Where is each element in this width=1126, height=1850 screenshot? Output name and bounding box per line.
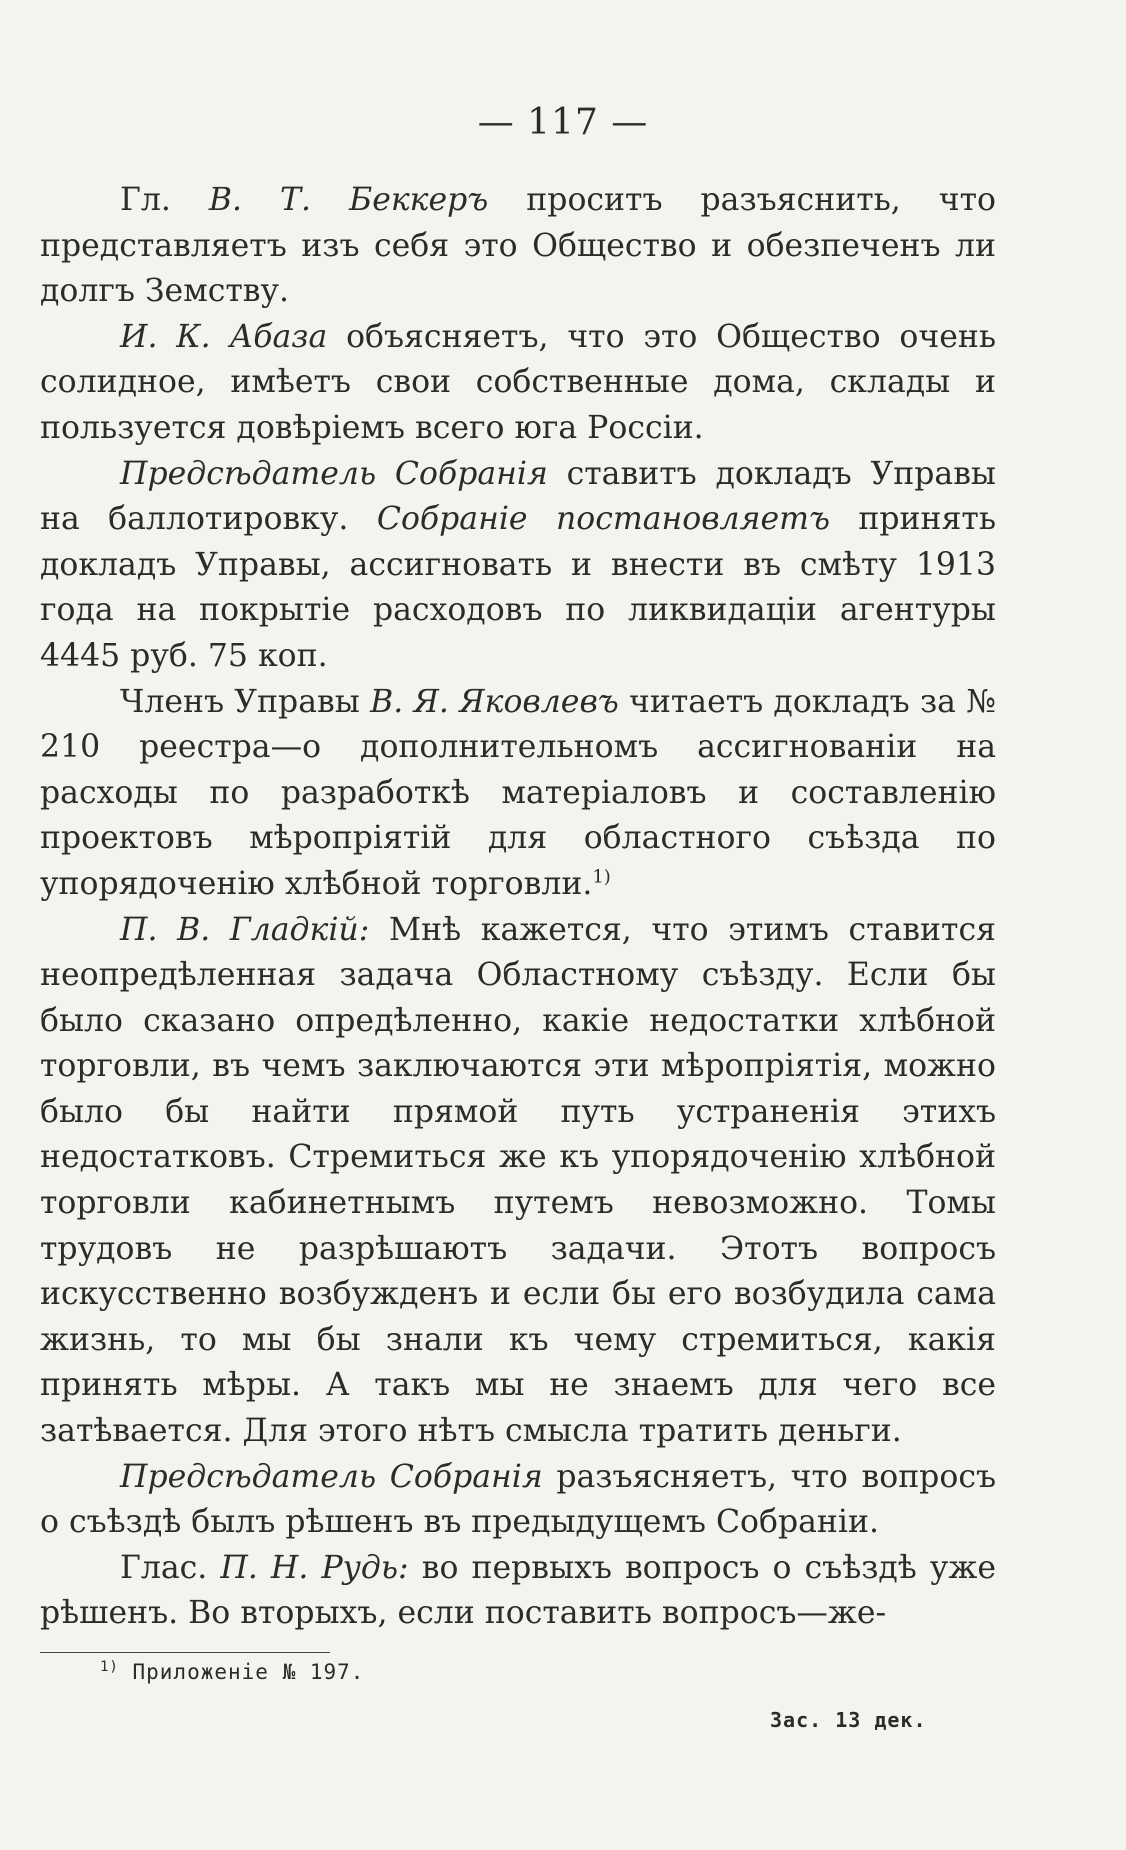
paragraph-prefix: Членъ Управы <box>120 683 371 720</box>
paragraph <box>40 1546 996 1637</box>
footnote-reference: 1) <box>592 866 611 888</box>
page-number: — 117 — <box>477 102 649 143</box>
speaker-name: В. Я. Яковлевъ <box>370 683 619 720</box>
footnote <box>100 1660 364 1684</box>
footnote-text: Приложеніе № 197. <box>118 1660 365 1684</box>
speaker-name: Предсѣдатель Собранія <box>120 1458 543 1495</box>
document-body <box>40 178 996 1637</box>
speaker-name: Предсѣдатель Собранія <box>120 455 548 492</box>
paragraph-prefix: Глас. <box>120 1549 221 1586</box>
paragraph-text: объясняетъ, что это Общество очень солидное, имѣетъ свои собственные дома, склады и пользуется довѣріемъ всего юга Россіи. <box>40 318 996 446</box>
paragraph-prefix: Гл. <box>120 182 209 218</box>
paragraph-text-continued: принять докладъ Управы, ассигновать и внести въ смѣту 1913 года на покрытіе расходовъ по ликвидаціи агентуры 4445 руб. 75 коп. <box>40 501 996 674</box>
footnote-divider <box>40 1652 330 1653</box>
paragraph <box>40 908 996 1455</box>
paragraph <box>40 315 996 452</box>
speaker-name: И. К. Абаза <box>120 318 328 355</box>
paragraph-text: разъясняетъ, что вопросъ о съѣздѣ былъ рѣшенъ въ предыдущемъ Собраніи. <box>40 1458 996 1541</box>
paragraph <box>40 1455 996 1546</box>
paragraph <box>40 680 996 908</box>
speaker-name: П. Н. Рудь: <box>220 1549 409 1586</box>
signature-mark: Зас. 13 дек. <box>770 1708 927 1732</box>
speaker-name: В. Т. Беккеръ <box>208 182 489 218</box>
paragraph-text: Мнѣ кажется, что этимъ ставится неопредѣленная задача Областному съѣзду. Если бы было сказано опредѣленно, какіе недостатки хлѣбной торговли, въ чемъ заключаются эти мѣропріятія, можно было бы найти прямой путь устраненія этихъ недостатковъ. Стремиться же къ упорядоченію хлѣбной торговли кабинетнымъ путемъ невозможно. Томы трудовъ не разрѣшаютъ задачи. Этотъ вопросъ искусственно возбужденъ и если бы его возбудила сама жизнь, то мы бы знали къ чему стремиться, какія принять мѣры. А такъ мы не знаемъ для чего все затѣвается. Для этого нѣтъ смысла тратить деньги. <box>40 911 996 1450</box>
paragraph <box>40 452 996 680</box>
paragraph-text: ставитъ докладъ Управы на баллотировку. <box>40 455 996 538</box>
resolution-phrase: Собраніе постановляетъ <box>376 501 830 538</box>
paragraph-text: во первыхъ вопросъ о съѣздѣ уже рѣшенъ. Во вторыхъ, если поставить вопросъ—же- <box>40 1549 996 1632</box>
paragraph <box>40 178 996 315</box>
paragraph-text: проситъ разъяснить, что представляетъ изъ себя это Общество и обезпеченъ ли долгъ Земству. <box>40 182 996 310</box>
paragraph-text: читаетъ докладъ за № 210 реестра—о дополнительномъ ассигнованіи на расходы по разработкѣ матеріаловъ и составленію проектовъ мѣропріятій для областного съѣзда по упорядоченію хлѣбной торговли. <box>40 683 996 902</box>
footnote-marker: 1) <box>100 1659 119 1675</box>
speaker-name: П. В. Гладкій: <box>120 911 370 948</box>
